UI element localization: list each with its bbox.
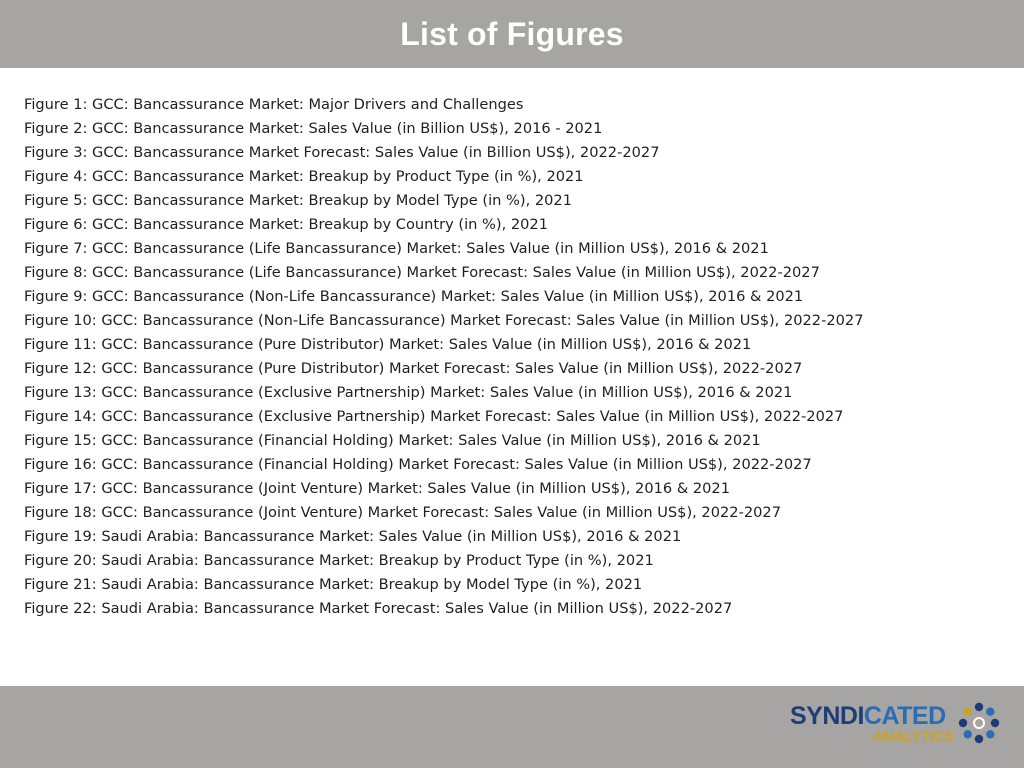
figure-list-item: Figure 1: GCC: Bancassurance Market: Major Drivers and Challenges xyxy=(24,96,524,113)
figure-list-item: Figure 11: GCC: Bancassurance (Pure Distributor) Market: Sales Value (in Million US$), 2016 & 2021 xyxy=(24,336,752,353)
logo-wordmark xyxy=(790,702,946,730)
figure-list-item: Figure 10: GCC: Bancassurance (Non-Life Bancassurance) Market Forecast: Sales Value (in Million US$), 2022-2027 xyxy=(24,312,864,329)
logo-wordmark-part-b: CATED xyxy=(863,702,946,730)
figure-list-item: Figure 8: GCC: Bancassurance (Life Bancassurance) Market Forecast: Sales Value (in Million US$), 2022-2027 xyxy=(24,264,820,281)
page-title: List of Figures xyxy=(400,15,624,52)
figure-list-item: Figure 13: GCC: Bancassurance (Exclusive Partnership) Market: Sales Value (in Million US$), 2016 & 2021 xyxy=(24,384,793,401)
figure-list-item: Figure 7: GCC: Bancassurance (Life Bancassurance) Market: Sales Value (in Million US$), 2016 & 2021 xyxy=(24,240,769,257)
header-band xyxy=(0,0,1024,68)
logo-wordmark-part-a: SYNDI xyxy=(790,702,864,730)
figure-list-item: Figure 14: GCC: Bancassurance (Exclusive Partnership) Market Forecast: Sales Value (in Million US$), 2022-2027 xyxy=(24,408,844,425)
figure-list-item: Figure 5: GCC: Bancassurance Market: Breakup by Model Type (in %), 2021 xyxy=(24,192,572,209)
figure-list-item: Figure 3: GCC: Bancassurance Market Forecast: Sales Value (in Billion US$), 2022-2027 xyxy=(24,144,660,161)
footer-band xyxy=(0,686,1024,768)
figure-list-item: Figure 22: Saudi Arabia: Bancassurance Market Forecast: Sales Value (in Million US$), 2022-2027 xyxy=(24,600,733,617)
figure-list-item: Figure 9: GCC: Bancassurance (Non-Life Bancassurance) Market: Sales Value (in Million US$), 2016 & 2021 xyxy=(24,288,804,305)
figure-list-item: Figure 12: GCC: Bancassurance (Pure Distributor) Market Forecast: Sales Value (in Million US$), 2022-2027 xyxy=(24,360,803,377)
figure-list-item: Figure 21: Saudi Arabia: Bancassurance Market: Breakup by Model Type (in %), 2021 xyxy=(24,576,643,593)
figure-list-item: Figure 20: Saudi Arabia: Bancassurance Market: Breakup by Product Type (in %), 2021 xyxy=(24,552,654,569)
dotted-ring-icon xyxy=(958,702,1000,744)
figure-list-item: Figure 15: GCC: Bancassurance (Financial Holding) Market: Sales Value (in Million US$), 2016 & 2021 xyxy=(24,432,761,449)
company-logo xyxy=(790,700,1000,752)
figure-list-item: Figure 19: Saudi Arabia: Bancassurance Market: Sales Value (in Million US$), 2016 & 2021 xyxy=(24,528,682,545)
figure-list-item: Figure 6: GCC: Bancassurance Market: Breakup by Country (in %), 2021 xyxy=(24,216,548,233)
figure-list xyxy=(24,93,924,621)
figure-list-item: Figure 4: GCC: Bancassurance Market: Breakup by Product Type (in %), 2021 xyxy=(24,168,584,185)
figure-list-item: Figure 18: GCC: Bancassurance (Joint Venture) Market Forecast: Sales Value (in Million US$), 2022-2027 xyxy=(24,504,781,521)
figure-list-item: Figure 2: GCC: Bancassurance Market: Sales Value (in Billion US$), 2016 - 2021 xyxy=(24,120,603,137)
figure-list-item: Figure 16: GCC: Bancassurance (Financial Holding) Market Forecast: Sales Value (in Million US$), 2022-2027 xyxy=(24,456,812,473)
logo-tagline: ANALYTICS xyxy=(872,728,955,745)
figure-list-item: Figure 17: GCC: Bancassurance (Joint Venture) Market: Sales Value (in Million US$), 2016 & 2021 xyxy=(24,480,730,497)
